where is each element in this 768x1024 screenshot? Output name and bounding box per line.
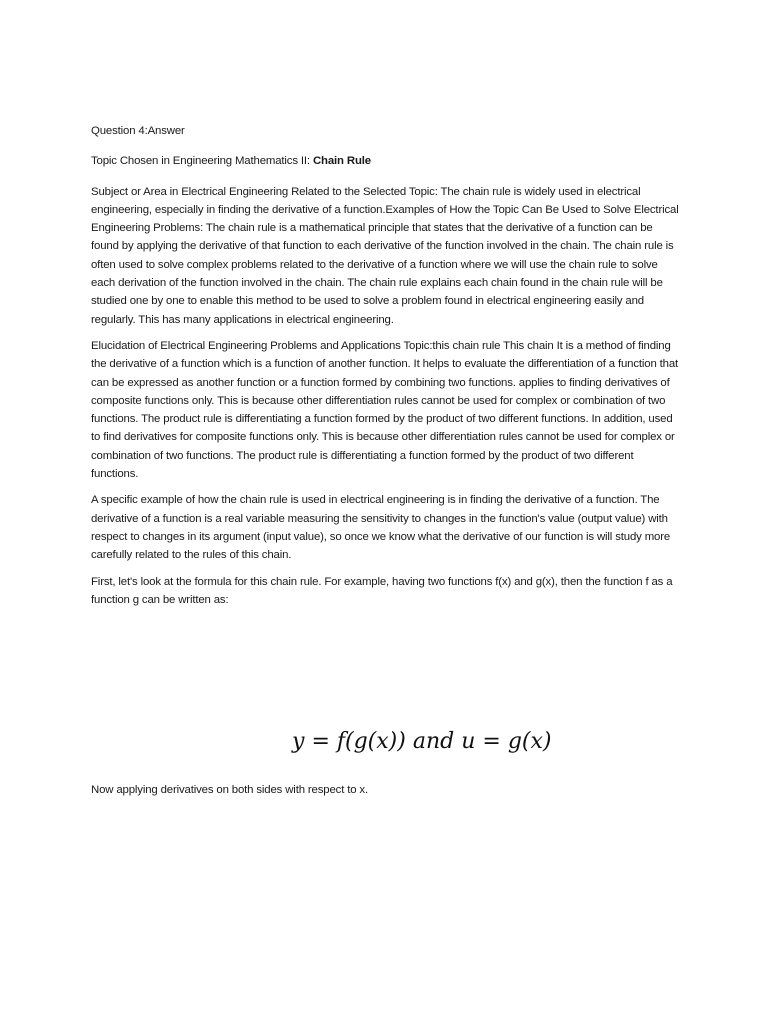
paragraph-after-formula: Now applying derivatives on both sides with respect to x. <box>91 784 368 796</box>
paragraph-specific-example: A specific example of how the chain rule is used in electrical engineering is in finding the derivative of a function. The derivative of a function is a real variable measuring the sensitivity to changes in the function's value (output value) with respect to changes in its argument (input value), so once we know what the derivative of our function is will study more carefully related to the rules of this chain. <box>91 494 671 562</box>
question-label: Question 4:Answer <box>91 125 185 137</box>
topic-name: Chain Rule <box>312 155 371 168</box>
document-body <box>91 122 680 617</box>
paragraph-formula-intro: First, let's look at the formula for this chain rule. For example, having two functions f(x) and g(x), then the function f as a function g can be written as: <box>91 575 673 606</box>
topic-prefix: Topic Chosen in Engineering Mathematics II: <box>91 155 310 168</box>
paragraph-subject-area: Subject or Area in Electrical Engineering Related to the Selected Topic: The chain rule is widely used in electrical engineering, especially in finding the derivative of a function.Examples of How the Topic Can Be Used to Solve Electrical Engineering Problems: The chain rule is a mathematical principle that states that the derivative of a function can be found by applying the derivative of that function to each derivative of the function involved in the chain. The chain rule is often used to solve complex problems related to the derivative of a function where we will use the chain rule to solve each derivation of the function involved in the chain. The chain rule explains each chain found in the chain rule will be studied one by one to enable this method to be used to solve a problem found in electrical engineering easily and regularly. This has many applications in electrical engineering. <box>91 185 679 326</box>
formula-equals-2: = <box>482 729 501 754</box>
formula-connector: and <box>412 729 455 754</box>
formula-lhs-y: y <box>292 729 305 754</box>
paragraph-elucidation: Elucidation of Electrical Engineering Problems and Applications Topic:this chain rule This chain It is a method of finding the derivative of a function which is a function of another function. It helps to evaluate the differentiation of a function that can be expressed as another function or a function formed by combining two functions. applies to finding derivatives of composite functions only. This is because other differentiation rules cannot be used for complex or combination of two functions. The product rule is differentiating a function formed by the product of two different functions. In addition, used to find derivatives for composite functions only. This is because other differentiation rules cannot be used for complex or combination of two functions. The product rule is differentiating a function formed by the product of two different functions. <box>91 339 679 481</box>
chain-rule-formula <box>292 726 592 758</box>
formula-lhs-u: u <box>461 729 476 754</box>
formula-rhs-fgx: f(g(x)) <box>336 729 406 754</box>
topic-line <box>91 152 680 170</box>
formula-rhs-gx: g(x) <box>507 729 552 754</box>
formula-equals-1: = <box>311 729 330 754</box>
